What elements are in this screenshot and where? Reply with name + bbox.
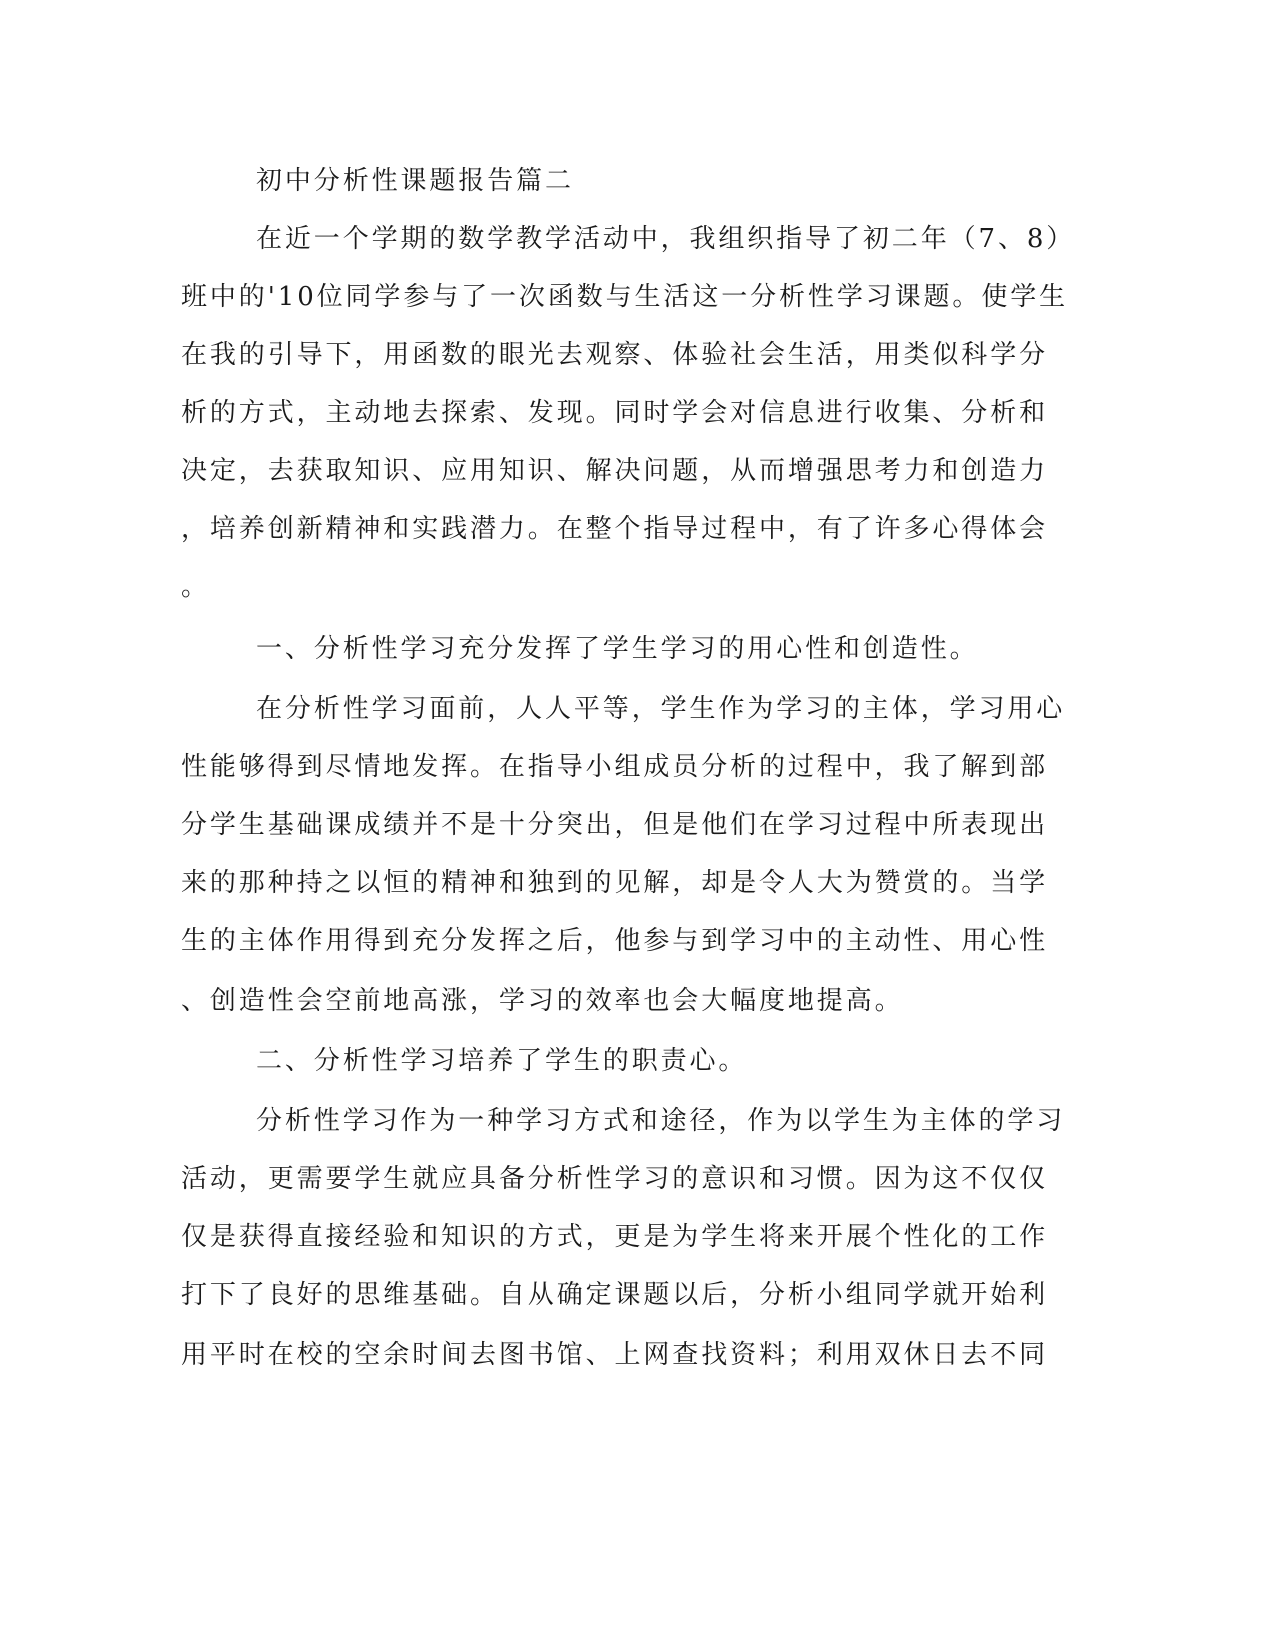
paragraph-line: 分析性学习作为一种学习方式和途径，作为以学生为主体的学习 — [256, 1106, 1066, 1136]
paragraph-line: 班中的'10位同学参与了一次函数与生活这一分析性学习课题。使学生 — [181, 282, 1069, 312]
paragraph-line: 决定，去获取知识、应用知识、解决问题，从而增强思考力和创造力 — [181, 456, 1049, 486]
paragraph-line: 生的主体作用得到充分发挥之后，他参与到学习中的主动性、用心性 — [181, 926, 1049, 956]
paragraph-line: 、创造性会空前地高涨，学习的效率也会大幅度地提高。 — [181, 986, 904, 1016]
paragraph-line: 活动，更需要学生就应具备分析性学习的意识和习惯。因为这不仅仅 — [181, 1164, 1049, 1194]
paragraph-line: 仅是获得直接经验和知识的方式，更是为学生将来开展个性化的工作 — [181, 1222, 1049, 1252]
paragraph-line: 打下了良好的思维基础。自从确定课题以后，分析小组同学就开始利 — [181, 1280, 1049, 1310]
paragraph-line: 用平时在校的空余时间去图书馆、上网查找资料；利用双休日去不同 — [181, 1340, 1049, 1370]
paragraph-line: ，培养创新精神和实践潜力。在整个指导过程中，有了许多心得体会 — [181, 514, 1049, 544]
section-heading: 二、分析性学习培养了学生的职责心。 — [256, 1046, 748, 1076]
paragraph-line: 来的那种持之以恒的精神和独到的见解，却是令人大为赞赏的。当学 — [181, 868, 1049, 898]
paragraph-line: 性能够得到尽情地发挥。在指导小组成员分析的过程中，我了解到部 — [181, 752, 1049, 782]
paragraph-line: 在近一个学期的数学教学活动中，我组织指导了初二年（7、8） — [256, 224, 1076, 254]
paragraph-line: 析的方式，主动地去探索、发现。同时学会对信息进行收集、分析和 — [181, 398, 1049, 428]
paragraph-line: 在我的引导下，用函数的眼光去观察、体验社会生活，用类似科学分 — [181, 340, 1049, 370]
paragraph-line: 。 — [181, 572, 210, 602]
section-heading: 一、分析性学习充分发挥了学生学习的用心性和创造性。 — [256, 634, 979, 664]
paragraph-line: 在分析性学习面前，人人平等，学生作为学习的主体，学习用心 — [256, 694, 1066, 724]
paragraph-line: 分学生基础课成绩并不是十分突出，但是他们在学习过程中所表现出 — [181, 810, 1049, 840]
document-title: 初中分析性课题报告篇二 — [256, 166, 574, 196]
